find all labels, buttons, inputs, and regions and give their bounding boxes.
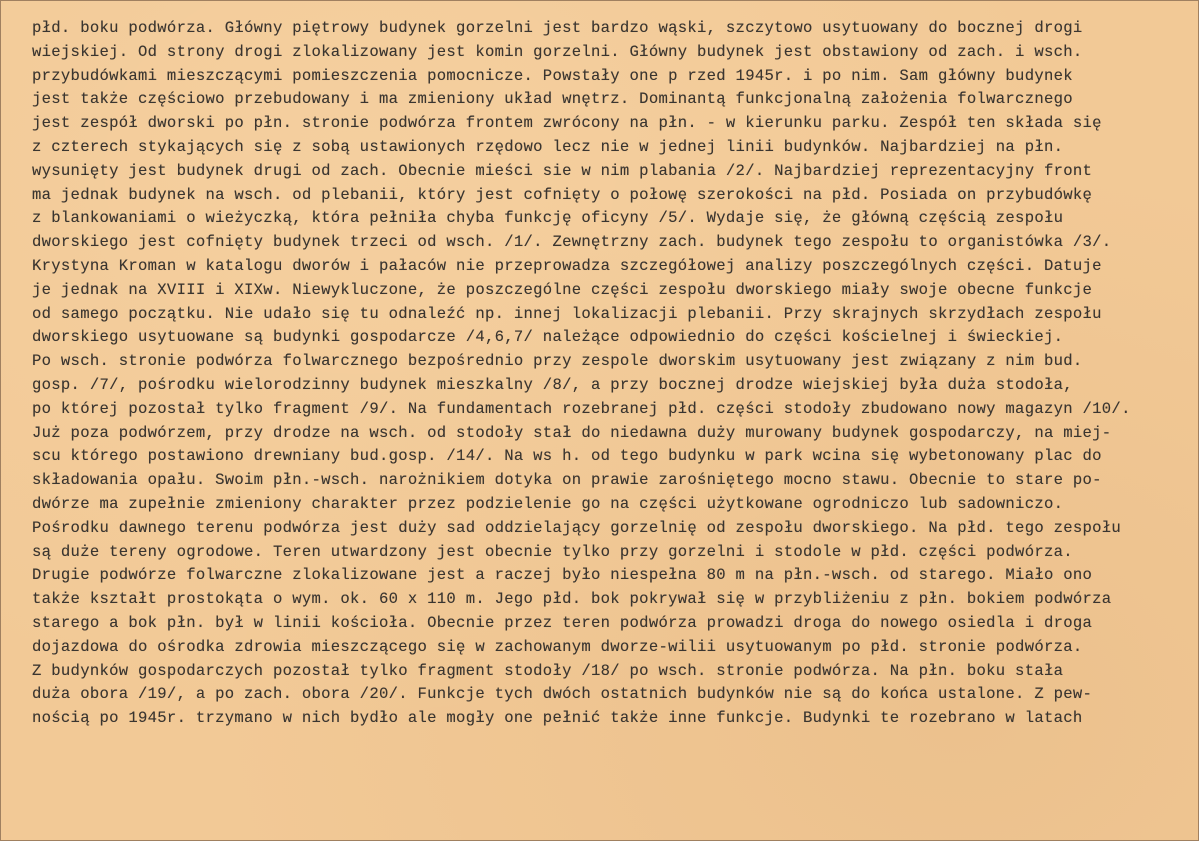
text-line: Drugie podwórze folwarczne zlokalizowane jest a raczej było niespełna 80 m na płn.-wsch. od starego. Miało ono: [32, 566, 1093, 585]
text-line: duża obora /19/, a po zach. obora /20/. Funkcje tych dwóch ostatnich budynków nie są do końca ustalone. Z pew-: [32, 685, 1093, 704]
text-line: Po wsch. stronie podwórza folwarcznego bezpośrednio przy zespole dworskim usytuowany jest związany z nim bud.: [32, 352, 1083, 371]
text-line: Już poza podwórzem, przy drodze na wsch. od stodoły stał do niedawna duży murowany budynek gospodarczy, na miej-: [32, 423, 1112, 442]
text-line: je jednak na XVIII i XIXw. Niewykluczone, że poszczególne części zespołu dworskiego miały swoje obecne funkcje: [32, 280, 1093, 299]
text-line: dwórze ma zupełnie zmieniony charakter przez podzielenie go na części użytkowane ogrodniczo lub sadowniczo.: [32, 494, 1064, 513]
text-line: starego a bok płn. był w linii kościoła. Obecnie przez teren podwórza prowadzi droga do nowego osiedla i droga: [32, 613, 1093, 632]
text-line: od samego początku. Nie udało się tu odnaleźć np. innej lokalizacji plebanii. Przy skrajnych skrzydłach zespołu: [32, 304, 1102, 323]
text-line: wysunięty jest budynek drugi od zach. Obecnie mieści sie w nim plabania /2/. Najbardziej reprezentacyjny front: [32, 161, 1093, 180]
text-line: Krystyna Kroman w katalogu dworów i pałaców nie przeprowadza szczegółowej analizy poszczególnych części. Datuje: [32, 256, 1102, 275]
text-line: są duże tereny ogrodowe. Teren utwardzony jest obecnie tylko przy gorzelni i stodole w płd. części podwórza.: [32, 542, 1073, 561]
text-line: Pośrodku dawnego terenu podwórza jest duży sad oddzielający gorzelnię od zespołu dworskiego. Na płd. tego zespołu: [32, 518, 1122, 537]
text-line: scu którego postawiono drewniany bud.gosp. /14/. Na ws h. od tego budynku w park wcina się wybetonowany plac do: [32, 447, 1102, 466]
text-line: jest także częściowo przebudowany i ma zmieniony układ wnętrz. Dominantą funkcjonalną założenia folwarcznego: [32, 90, 1073, 109]
text-line: z blankowaniami o wieżyczką, która pełniła chyba funkcję oficyny /5/. Wydaje się, że główną częścią zespołu: [32, 209, 1064, 228]
text-line: ma jednak budynek na wsch. od plebanii, który jest cofnięty o połowę szerokości na płd. Posiada on przybudówkę: [32, 185, 1093, 204]
text-line: dworskiego usytuowane są budynki gospodarcze /4,6,7/ należące odpowiednio do części kościelnej i świeckiej.: [32, 328, 1064, 347]
text-line: składowania opału. Swoim płn.-wsch. narożnikiem dotyka on prawie zarośniętego mocno stawu. Obecnie to stare po-: [32, 471, 1102, 490]
text-line: dojazdowa do ośrodka zdrowia mieszczącego się w zachowanym dworze-wilii usytuowanym po płd. stronie podwórza.: [32, 637, 1083, 656]
text-line: także kształt prostokąta o wym. ok. 60 x 110 m. Jego płd. bok pokrywał się w przybliżeniu z płn. bokiem podwórza: [32, 590, 1112, 609]
text-line: gosp. /7/, pośrodku wielorodzinny budynek mieszkalny /8/, a przy bocznej drodze wiejskiej była duża stodoła,: [32, 375, 1073, 394]
text-line: płd. boku podwórza. Główny piętrowy budynek gorzelni jest bardzo wąski, szczytowo usytuowany do bocznej drogi: [32, 19, 1083, 37]
text-line: jest zespół dworski po płn. stronie podwórza frontem zwrócony na płn. - w kierunku parku. Zespół ten składa się: [32, 114, 1102, 133]
page-text: [32, 17, 1182, 731]
text-line: Z budynków gospodarczych pozostał tylko fragment stodoły /18/ po wsch. stronie podwórza. Na płn. boku stała: [32, 661, 1064, 680]
text-line: wiejskiej. Od strony drogi zlokalizowany jest komin gorzelni. Główny budynek jest obstawiony od zach. i wsch.: [32, 42, 1083, 61]
text-line: z czterech stykających się z sobą ustawionych rzędowo lecz nie w jednej linii budynków. Najbardziej na płn.: [32, 137, 1064, 156]
text-line: dworskiego jest cofnięty budynek trzeci od wsch. /1/. Zewnętrzny zach. budynek tego zespołu to organistówka /3/.: [32, 233, 1112, 252]
text-line: nością po 1945r. trzymano w nich bydło ale mogły one pełnić także inne funkcje. Budynki te rozebrano w latach: [32, 709, 1083, 728]
text-line: przybudówkami mieszczącymi pomieszczenia pomocnicze. Powstały one p rzed 1945r. i po nim. Sam główny budynek: [32, 66, 1073, 85]
text-line: po której pozostał tylko fragment /9/. Na fundamentach rozebranej płd. części stodoły zbudowano nowy magazyn /10/.: [32, 399, 1131, 418]
